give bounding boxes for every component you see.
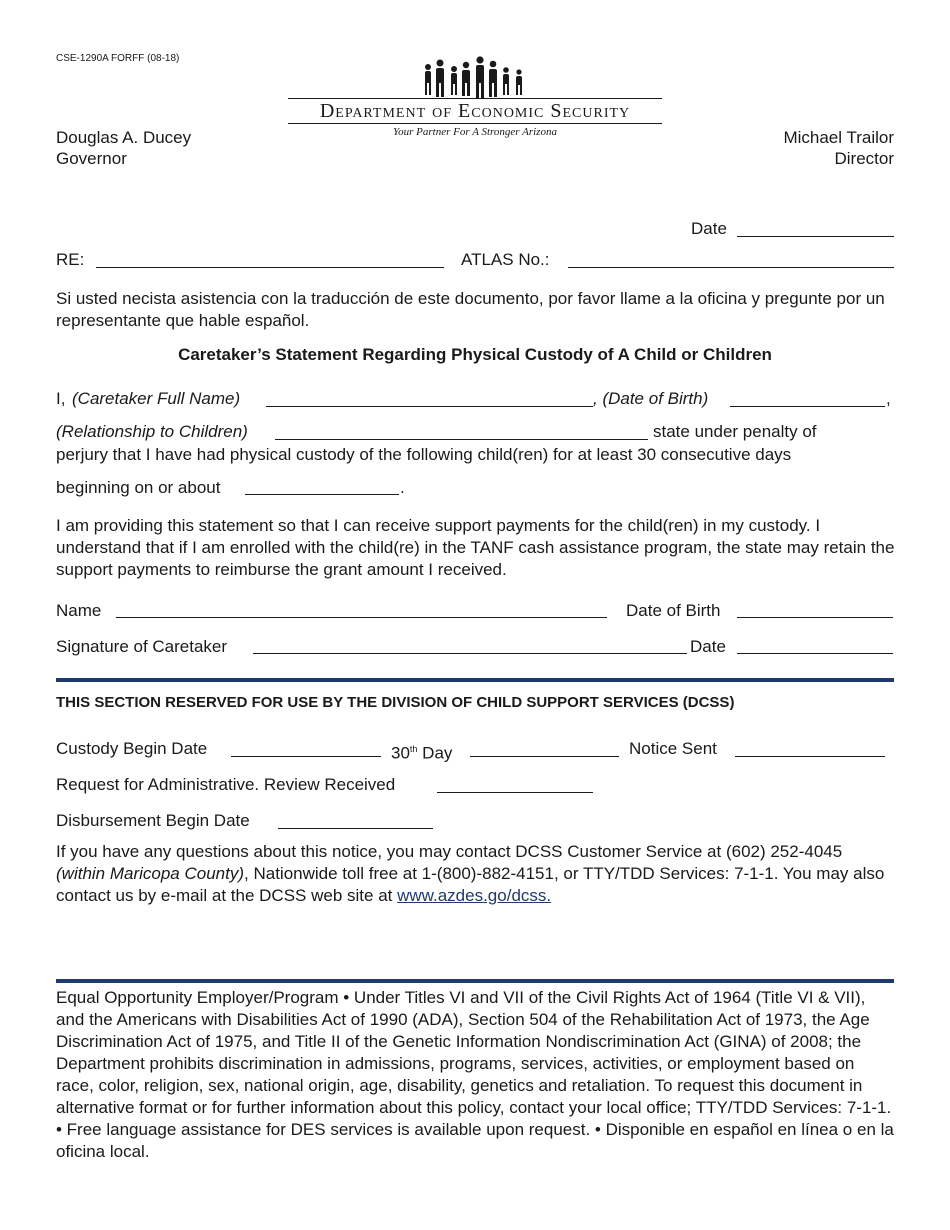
governor-title: Governor <box>56 149 127 168</box>
notice-sent-field[interactable] <box>735 756 885 757</box>
line1-prefix: I, <box>56 389 66 408</box>
custody-begin-field[interactable] <box>231 756 381 757</box>
signature-field[interactable] <box>253 653 687 654</box>
atlas-number-field[interactable] <box>568 267 894 268</box>
director-title: Director <box>834 149 894 168</box>
form-code: CSE-1290A FORFF (08-18) <box>56 53 180 64</box>
birth-date-field[interactable] <box>737 617 893 618</box>
eeo-statement: Equal Opportunity Employer/Program • Under Titles VI and VII of the Civil Rights Act of 1964 (Title VI & VII), and the Americans with Disabilities Act of 1990 (ADA), Section 504 of the Rehabilitation Act of 1973, the Age Discrimination Act of 1975, and Title II of the Genetic Information Nondiscrimination Act (GINA) of 2008; the Department prohibits discrimination in admissions, programs, services, activities, or employment based on race, color, religion, sex, national origin, age, disability, genetics and retaliation. To request this document in alternative format or for further information about this policy, contact your local office; TTY/TDD Services: 7-1-1. • Free language assistance for DES services is available upon request. • Disponible en español en línea o en la oficina local. <box>56 988 894 1161</box>
custody-start-field[interactable] <box>245 494 399 495</box>
line1-suffix: , <box>886 389 891 408</box>
logo-top-rule <box>288 98 662 99</box>
contact-italic: (within Maricopa County) <box>56 864 245 883</box>
disbursement-label: Disbursement Begin Date <box>56 811 250 830</box>
atlas-label: ATLAS No.: <box>461 250 550 269</box>
logo-bottom-rule <box>288 123 662 124</box>
signature-date-field[interactable] <box>737 653 893 654</box>
date-field[interactable] <box>737 236 894 237</box>
day30-word: Day <box>417 743 453 763</box>
signature-label: Signature of Caretaker <box>56 637 228 656</box>
notice-sent-label: Notice Sent <box>629 739 717 758</box>
name-label: Name <box>56 601 102 620</box>
relationship-label: (Relationship to Children) <box>56 422 248 441</box>
line4-prefix: beginning on or about <box>56 478 221 497</box>
family-silhouette-logo <box>418 55 533 99</box>
agency-tagline: Your Partner For A Stronger Arizona <box>393 126 557 138</box>
footer-divider <box>56 979 894 983</box>
director-name: Michael Trailor <box>783 128 894 147</box>
dcss-website-link[interactable]: www.azdes.go/dcss. <box>397 886 552 905</box>
caretaker-name-label: (Caretaker Full Name) <box>72 389 241 408</box>
re-label: RE: <box>56 250 85 269</box>
signature-date-label: Date <box>690 637 726 656</box>
day30-label <box>391 738 452 765</box>
agency-name: Department of Economic Security <box>319 100 631 122</box>
disbursement-field[interactable] <box>278 828 433 829</box>
statement-line3: perjury that I have had physical custody of the following child(ren) for at least 30 consecutive days <box>56 445 792 464</box>
caretaker-dob-field[interactable] <box>730 406 885 407</box>
line4-suffix: . <box>400 478 405 497</box>
dob-label: , (Date of Birth) <box>593 389 709 408</box>
review-received-field[interactable] <box>437 792 593 793</box>
birth-date-label: Date of Birth <box>626 601 721 620</box>
date-label: Date <box>691 219 727 238</box>
dcss-heading: THIS SECTION RESERVED FOR USE BY THE DIVISION OF CHILD SUPPORT SERVICES (DCSS) <box>56 694 735 711</box>
day30-number: 30 <box>391 743 410 763</box>
review-label: Request for Administrative. Review Received <box>56 775 396 794</box>
spanish-assistance-note: Si usted necista asistencia con la traducción de este documento, por favor llame a la oficina y pregunte por un representante que hable español. <box>56 289 885 330</box>
contact-text-2: , Nationwide toll free at 1-(800)-882-4151, or TTY/TDD Services: 7-1-1. You may also contact us by e-mail at the DCSS web site at <box>56 864 885 905</box>
statement-title: Caretaker’s Statement Regarding Physical Custody of A Child or Children <box>178 345 772 364</box>
re-field[interactable] <box>96 267 444 268</box>
governor-name: Douglas A. Ducey <box>56 128 192 147</box>
relationship-field[interactable] <box>275 439 648 440</box>
line2-suffix: state under penalty of <box>653 422 817 441</box>
contact-paragraph <box>56 841 896 907</box>
contact-text-1: If you have any questions about this notice, you may contact DCSS Customer Service at (602) 252-4045 <box>56 842 843 861</box>
day30-field[interactable] <box>470 756 619 757</box>
statement-paragraph: I am providing this statement so that I can receive support payments for the child(ren) in my custody. I understand that if I am enrolled with the child(re) in the TANF cash assistance program, the state may retain the support payments to reimburse the grant amount I received. <box>56 516 895 579</box>
custody-begin-label: Custody Begin Date <box>56 739 208 758</box>
day30-suffix: th <box>409 744 418 754</box>
section-divider <box>56 678 894 682</box>
name-field[interactable] <box>116 617 607 618</box>
caretaker-name-field[interactable] <box>266 406 593 407</box>
